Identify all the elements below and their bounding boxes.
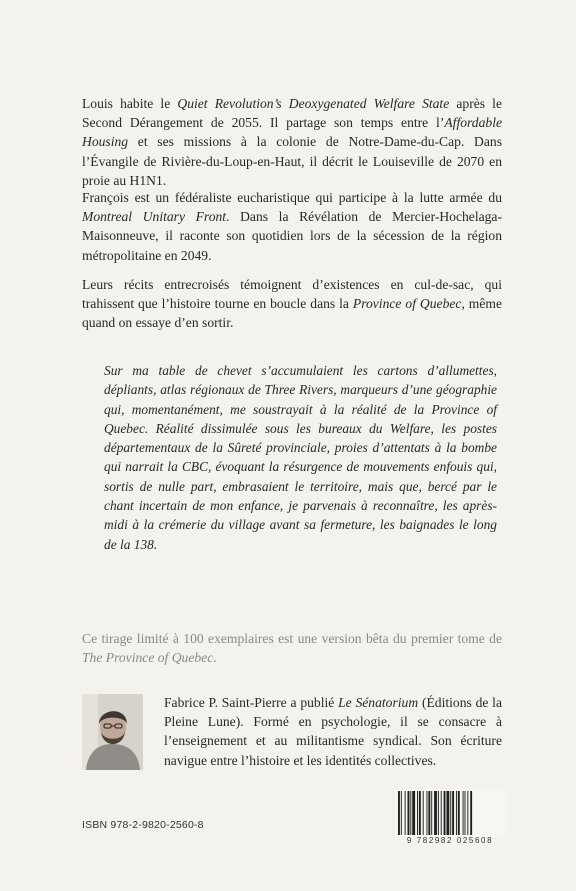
barcode-bar — [408, 791, 410, 835]
summary-italic: Montreal Unitary Front — [82, 209, 227, 225]
bio-text: Fabrice P. Saint-Pierre a publié — [164, 695, 339, 710]
barcode-bar — [446, 791, 449, 835]
summary-paragraph-louis — [82, 94, 502, 190]
barcode-bar — [434, 791, 437, 835]
author-portrait-graphic — [82, 694, 143, 770]
barcode-bar — [463, 791, 464, 835]
barcode-bar — [423, 791, 424, 835]
isbn-label: ISBN 978-2-9820-2560-8 — [82, 819, 204, 831]
bio-text: (Éditions de la Pleine Lune). Formé en psychologie, il se consacre à l’enseignement et au militantisme syndical. Son écriture navigue entre l’histoire et les identités collectives. — [164, 695, 502, 768]
summary-text: , même quand on essaye d’en sortir. — [82, 296, 502, 331]
barcode-bar — [417, 791, 418, 835]
barcode-bar — [401, 791, 402, 835]
summary-text: après le Second Dérangement de 2055. Il partage son temps entre l’ — [82, 96, 502, 131]
barcode-bar — [456, 791, 457, 835]
summary-text: . Dans la Révélation de Mercier-Hochelaga-Maisonneuve, il raconte son quotidien lors de la sécession de la région métropolitaine en 2049. — [82, 209, 502, 263]
barcode-bar — [441, 791, 442, 835]
summary-text: et ses missions à la colonie de Notre-Dame-du-Cap. Dans l’Évangile de Rivière-du-Loup-en-Haut, il décrit le Louiseville de 2070 en proie au H1N1. — [82, 134, 502, 188]
barcode-bar — [458, 791, 460, 835]
barcode-bar — [398, 791, 400, 835]
barcode-bar — [410, 791, 411, 835]
barcode-bar — [405, 791, 406, 835]
author-bio — [164, 693, 502, 770]
edition-text: Ce tirage limité à 100 exemplaires est une version bêta du premier tome de — [82, 631, 502, 646]
summary-text: Louis habite le — [82, 96, 178, 111]
barcode-digits: 9 782982 025608 — [406, 836, 494, 845]
barcode-bar — [450, 791, 451, 835]
summary-text: François est un fédéraliste eucharistique qui participe à la lutte armée du — [82, 190, 502, 205]
barcode-bar — [428, 791, 430, 835]
barcode-bar — [427, 791, 428, 835]
edition-italic: The Province of Quebec — [82, 650, 214, 666]
edition-text: . — [213, 650, 217, 666]
barcode-bar — [467, 791, 468, 835]
excerpt-quote: Sur ma table de chevet s’accumulaient les cartons d’allumettes, dépliants, atlas régionaux de Three Rivers, marqueurs d’une géographie qui, momentanément, me soustrayait à la réalité de la Province of Quebec. Réalité dissimulée sous les bureaux du Welfare, les postes départementaux de la Sûreté provinciale, proies d’attentats à la bombe qui narrait la CBC, évoquant la résurgence de mouvements enfouis qui, sortis de nulle part, embrasaient le territoire, mais que, bercé par le chant incertain de mon enfance, je parvenais à reconnaître, les après-midi à la crémerie du village avant sa fermeture, les baignades le long de la 138. — [104, 363, 497, 552]
barcode-bar — [419, 791, 421, 835]
summary-paragraph-francois — [82, 188, 502, 265]
barcode-bars-graphic — [395, 789, 505, 837]
barcode-bar — [431, 791, 432, 835]
barcode-bar — [438, 791, 439, 835]
barcode-bar — [470, 791, 472, 835]
summary-paragraph-conclusion — [82, 275, 502, 333]
bio-italic: Le Sénatorium — [338, 695, 419, 710]
summary-italic: Affordable Housing — [82, 115, 502, 150]
edition-note — [82, 629, 502, 667]
summary-italic: Quiet Revolution’s Deoxygenated Welfare State — [177, 96, 450, 111]
summary-text: Leurs récits entrecroisés témoignent d’existences en cul-de-sac, qui trahissent que l’histoire tourne en boucle dans la — [82, 277, 502, 312]
barcode-bar — [452, 791, 454, 835]
author-photo — [82, 694, 143, 770]
summary-italic: Province of Quebec — [352, 296, 462, 312]
barcode-bar — [412, 791, 415, 835]
barcode-bar — [444, 791, 446, 835]
barcode-bar — [465, 791, 466, 835]
barcode — [395, 789, 505, 837]
